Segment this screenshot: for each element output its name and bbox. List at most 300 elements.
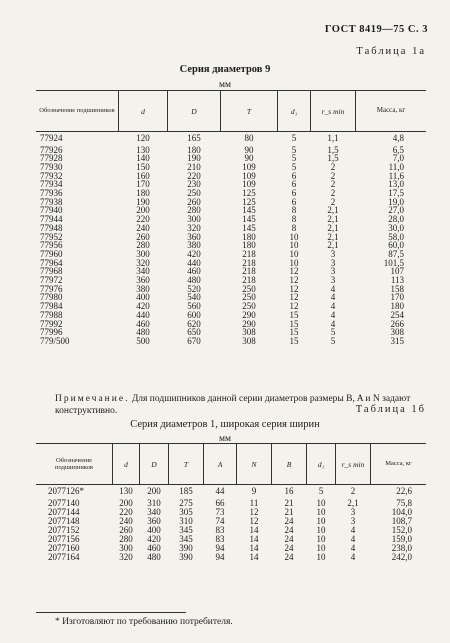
table-row <box>36 189 426 198</box>
cell: 10 <box>316 533 326 544</box>
cell: 15 <box>289 327 299 338</box>
cell: 308 <box>242 335 256 346</box>
cell: 250 <box>187 188 201 199</box>
cell: 12 <box>289 292 299 303</box>
table-row <box>36 154 426 163</box>
cell: 109 <box>242 161 256 172</box>
cell: 17,5 <box>388 188 404 199</box>
cell: 240 <box>119 515 133 526</box>
note1-text: Для подшипников данной серии диаметров размеры B, A и N задают конструктивно. <box>55 394 411 416</box>
cell: 5 <box>291 133 297 144</box>
cell: 560 <box>187 301 201 312</box>
table-row <box>36 233 426 242</box>
cell: 420 <box>147 533 161 544</box>
cell: 390 <box>179 551 193 562</box>
table-row <box>36 259 426 268</box>
cell: 670 <box>187 335 201 346</box>
table-row <box>36 241 426 250</box>
cell: 113 <box>390 275 404 286</box>
cell: 5 <box>330 327 336 338</box>
cell: 159,0 <box>391 533 412 544</box>
cell: 15 <box>289 318 299 329</box>
cell: 2,1 <box>327 205 339 216</box>
table-row <box>36 526 426 535</box>
cell: 220 <box>136 214 150 225</box>
cell: 2,1 <box>327 231 339 242</box>
cell: 360 <box>147 515 161 526</box>
cell: 200 <box>119 497 133 508</box>
cell: 73 <box>215 506 225 517</box>
cell: 220 <box>187 170 201 181</box>
cell: 12 <box>289 275 299 286</box>
cell: 80 <box>244 133 254 144</box>
cell: 266 <box>390 318 404 329</box>
cell: 185 <box>179 486 193 497</box>
cell: 540 <box>187 292 201 303</box>
cell: 21 <box>284 506 294 517</box>
cell: 2 <box>330 196 336 207</box>
table-row <box>36 132 426 146</box>
row-designation: 77968 <box>40 266 63 277</box>
table-row <box>36 320 426 329</box>
cell: 3 <box>330 257 336 268</box>
cell: 2 <box>350 486 356 497</box>
cell: 400 <box>136 292 150 303</box>
row-designation: 2077126* <box>48 486 84 497</box>
cell: 8 <box>291 214 297 225</box>
cell: 5 <box>291 161 297 172</box>
cell: 109 <box>242 170 256 181</box>
cell: 308 <box>390 327 404 338</box>
cell: 3 <box>330 266 336 277</box>
col-mass: Масса, кг <box>356 91 427 132</box>
row-designation: 2077144 <box>48 506 80 517</box>
cell: 1,5 <box>327 153 339 164</box>
row-designation: 2077140 <box>48 497 80 508</box>
cell: 15 <box>289 309 299 320</box>
cell: 310 <box>147 497 161 508</box>
cell: 200 <box>147 486 161 497</box>
cell: 165 <box>187 133 201 144</box>
table-row <box>36 267 426 276</box>
cell: 2 <box>330 170 336 181</box>
cell: 19,0 <box>388 196 404 207</box>
table1-header-row <box>36 91 426 132</box>
cell: 290 <box>242 309 256 320</box>
cell: 109 <box>242 179 256 190</box>
cell: 238,0 <box>391 542 412 553</box>
cell: 4 <box>330 292 336 303</box>
table2-body <box>36 485 426 562</box>
cell: 300 <box>119 542 133 553</box>
cell: 5 <box>318 486 324 497</box>
cell: 6 <box>291 179 297 190</box>
footnote: * Изготовляют по требованию потребителя. <box>55 617 233 627</box>
cell: 340 <box>136 266 150 277</box>
cell: 254 <box>390 309 404 320</box>
cell: 130 <box>136 144 150 155</box>
cell: 8 <box>291 205 297 216</box>
table-row <box>36 311 426 320</box>
row-designation: 77976 <box>40 283 63 294</box>
cell: 13,0 <box>388 179 404 190</box>
cell: 145 <box>242 214 256 225</box>
cell: 320 <box>136 257 150 268</box>
row-designation: 77988 <box>40 309 63 320</box>
cell: 280 <box>119 533 133 544</box>
row-designation: 2077148 <box>48 515 80 526</box>
cell: 4 <box>350 524 356 535</box>
cell: 140 <box>136 153 150 164</box>
col2-designation: Обозначение подшипников <box>36 444 113 485</box>
row-designation: 77928 <box>40 153 63 164</box>
row-designation: 77936 <box>40 188 63 199</box>
table-row <box>36 337 426 346</box>
cell: 145 <box>242 222 256 233</box>
table1 <box>36 90 426 346</box>
cell: 380 <box>136 283 150 294</box>
cell: 480 <box>147 551 161 562</box>
table-row <box>36 544 426 553</box>
cell: 480 <box>187 275 201 286</box>
cell: 218 <box>242 275 256 286</box>
row-designation: 77960 <box>40 248 63 259</box>
col2-B: B <box>272 444 307 485</box>
cell: 10 <box>289 257 299 268</box>
cell: 74 <box>215 515 225 526</box>
row-designation: 77926 <box>40 144 63 155</box>
col2-rs-min: r_s min <box>336 444 371 485</box>
cell: 10 <box>316 506 326 517</box>
cell: 10 <box>316 515 326 526</box>
table2-header-row <box>36 444 426 485</box>
cell: 220 <box>119 506 133 517</box>
cell: 280 <box>187 205 201 216</box>
cell: 180 <box>242 240 256 251</box>
cell: 300 <box>136 248 150 259</box>
cell: 600 <box>187 309 201 320</box>
cell: 24 <box>284 515 294 526</box>
row-designation: 77956 <box>40 240 63 251</box>
row-designation: 77932 <box>40 170 63 181</box>
cell: 2 <box>330 161 336 172</box>
cell: 101,5 <box>383 257 404 268</box>
cell: 2,1 <box>347 497 359 508</box>
cell: 320 <box>187 222 201 233</box>
cell: 16 <box>284 486 294 497</box>
col2-A: A <box>204 444 237 485</box>
cell: 4 <box>330 309 336 320</box>
cell: 27,0 <box>388 205 404 216</box>
row-designation: 77984 <box>40 301 63 312</box>
cell: 83 <box>215 524 225 535</box>
cell: 360 <box>187 231 201 242</box>
cell: 150 <box>136 161 150 172</box>
cell: 14 <box>249 533 259 544</box>
cell: 10 <box>316 551 326 562</box>
cell: 12 <box>289 266 299 277</box>
col-designation: Обозначение подшипников <box>36 91 119 132</box>
cell: 4 <box>350 533 356 544</box>
table2-unit: мм <box>218 434 232 444</box>
cell: 5 <box>330 335 336 346</box>
cell: 4 <box>330 318 336 329</box>
table-row <box>36 163 426 172</box>
cell: 22,6 <box>396 486 412 497</box>
cell: 420 <box>187 248 201 259</box>
row-designation: 77930 <box>40 161 63 172</box>
cell: 10 <box>289 248 299 259</box>
cell: 460 <box>187 266 201 277</box>
cell: 94 <box>215 551 225 562</box>
cell: 2,1 <box>327 240 339 251</box>
cell: 400 <box>147 524 161 535</box>
cell: 4 <box>350 551 356 562</box>
cell: 44 <box>215 486 225 497</box>
col-d1: d₁ <box>278 91 311 132</box>
table1-body <box>36 132 426 346</box>
table-row <box>36 485 426 499</box>
cell: 180 <box>242 231 256 242</box>
cell: 1,1 <box>327 133 339 144</box>
cell: 290 <box>242 318 256 329</box>
cell: 28,0 <box>388 214 404 225</box>
table-row <box>36 535 426 544</box>
cell: 308 <box>242 327 256 338</box>
table-row <box>36 302 426 311</box>
col2-d: d <box>113 444 140 485</box>
row-designation: 77964 <box>40 257 63 268</box>
cell: 58,0 <box>388 231 404 242</box>
cell: 345 <box>179 533 193 544</box>
cell: 12 <box>249 506 259 517</box>
col-d: d <box>119 91 168 132</box>
cell: 190 <box>136 196 150 207</box>
table-row <box>36 250 426 259</box>
cell: 275 <box>179 497 193 508</box>
cell: 104,0 <box>391 506 412 517</box>
cell: 4 <box>350 542 356 553</box>
table-row <box>36 553 426 562</box>
table-row <box>36 180 426 189</box>
row-designation: 77980 <box>40 292 63 303</box>
table-row <box>36 517 426 526</box>
cell: 5 <box>291 153 297 164</box>
cell: 90 <box>244 153 254 164</box>
table1-subtitle: Серия диаметров 9 <box>179 64 271 75</box>
cell: 14 <box>249 524 259 535</box>
cell: 7,0 <box>392 153 404 164</box>
table-row <box>36 146 426 155</box>
cell: 260 <box>119 524 133 535</box>
cell: 24 <box>284 551 294 562</box>
cell: 440 <box>187 257 201 268</box>
cell: 120 <box>136 133 150 144</box>
cell: 2 <box>330 188 336 199</box>
cell: 2,1 <box>327 214 339 225</box>
table2-subtitle: Серия диаметров 1, широкая серия ширин <box>130 419 320 430</box>
table1-unit: мм <box>218 80 232 90</box>
table2-title: Таблица 1б <box>355 404 426 415</box>
table-row <box>36 276 426 285</box>
cell: 10 <box>316 497 326 508</box>
cell: 320 <box>119 551 133 562</box>
cell: 10 <box>316 524 326 535</box>
cell: 83 <box>215 533 225 544</box>
row-designation: 77972 <box>40 275 63 286</box>
cell: 180 <box>187 144 201 155</box>
cell: 210 <box>187 161 201 172</box>
row-designation: 2077160 <box>48 542 80 553</box>
col2-D: D <box>140 444 169 485</box>
row-designation: 779/500 <box>40 335 70 346</box>
table-row <box>36 285 426 294</box>
page-header: ГОСТ 8419—75 С. 3 <box>324 24 428 35</box>
cell: 650 <box>187 327 201 338</box>
cell: 125 <box>242 188 256 199</box>
cell: 390 <box>179 542 193 553</box>
cell: 250 <box>242 292 256 303</box>
col2-d1: d₁ <box>307 444 336 485</box>
cell: 6,5 <box>392 144 404 155</box>
cell: 315 <box>390 335 404 346</box>
row-designation: 2077156 <box>48 533 80 544</box>
col2-T: T <box>169 444 204 485</box>
cell: 21 <box>284 497 294 508</box>
cell: 2,1 <box>327 222 339 233</box>
cell: 9 <box>251 486 257 497</box>
cell: 12 <box>289 283 299 294</box>
cell: 340 <box>147 506 161 517</box>
cell: 10 <box>316 542 326 553</box>
cell: 30,0 <box>388 222 404 233</box>
cell: 10 <box>289 240 299 251</box>
cell: 125 <box>242 196 256 207</box>
cell: 180 <box>136 188 150 199</box>
cell: 107 <box>390 266 404 277</box>
cell: 500 <box>136 335 150 346</box>
table-row <box>36 172 426 181</box>
cell: 5 <box>291 144 297 155</box>
cell: 3 <box>330 275 336 286</box>
row-designation: 2077164 <box>48 551 80 562</box>
cell: 260 <box>136 231 150 242</box>
footnote-rule <box>36 612 186 613</box>
cell: 218 <box>242 248 256 259</box>
cell: 3 <box>350 515 356 526</box>
cell: 240 <box>136 222 150 233</box>
cell: 218 <box>242 257 256 268</box>
row-designation: 77992 <box>40 318 63 329</box>
col2-N: N <box>237 444 272 485</box>
cell: 218 <box>242 266 256 277</box>
table-row <box>36 198 426 207</box>
cell: 145 <box>242 205 256 216</box>
cell: 15 <box>289 335 299 346</box>
col2-mass: Масса, кг <box>371 444 427 485</box>
cell: 170 <box>390 292 404 303</box>
cell: 230 <box>187 179 201 190</box>
cell: 180 <box>390 301 404 312</box>
col-T: T <box>221 91 278 132</box>
cell: 242,0 <box>391 551 412 562</box>
table-row <box>36 499 426 508</box>
cell: 1,5 <box>327 144 339 155</box>
cell: 10 <box>289 231 299 242</box>
cell: 75,8 <box>396 497 412 508</box>
cell: 6 <box>291 196 297 207</box>
row-designation: 77948 <box>40 222 63 233</box>
cell: 11,0 <box>388 161 404 172</box>
cell: 345 <box>179 524 193 535</box>
table2 <box>36 443 426 562</box>
cell: 12 <box>289 301 299 312</box>
cell: 460 <box>136 318 150 329</box>
cell: 4 <box>330 301 336 312</box>
cell: 190 <box>187 153 201 164</box>
row-designation: 77940 <box>40 205 63 216</box>
row-designation: 77996 <box>40 327 63 338</box>
row-designation: 77944 <box>40 214 63 225</box>
cell: 60,0 <box>388 240 404 251</box>
cell: 130 <box>119 486 133 497</box>
cell: 520 <box>187 283 201 294</box>
cell: 24 <box>284 524 294 535</box>
row-designation: 77938 <box>40 196 63 207</box>
cell: 90 <box>244 144 254 155</box>
cell: 158 <box>390 283 404 294</box>
table-row <box>36 224 426 233</box>
cell: 4 <box>330 283 336 294</box>
note1-label: Примечание. <box>55 394 130 404</box>
table-row <box>36 215 426 224</box>
cell: 24 <box>284 533 294 544</box>
cell: 160 <box>136 170 150 181</box>
cell: 200 <box>136 205 150 216</box>
cell: 4,8 <box>392 133 404 144</box>
cell: 14 <box>249 551 259 562</box>
table1-title: Таблица 1а <box>356 46 426 57</box>
cell: 420 <box>136 301 150 312</box>
cell: 170 <box>136 179 150 190</box>
cell: 2 <box>330 179 336 190</box>
table-row <box>36 293 426 302</box>
cell: 8 <box>291 222 297 233</box>
table-row <box>36 508 426 517</box>
cell: 12 <box>249 515 259 526</box>
cell: 480 <box>136 327 150 338</box>
cell: 460 <box>147 542 161 553</box>
cell: 14 <box>249 542 259 553</box>
cell: 310 <box>179 515 193 526</box>
cell: 305 <box>179 506 193 517</box>
cell: 24 <box>284 542 294 553</box>
row-designation: 77952 <box>40 231 63 242</box>
cell: 87,5 <box>388 248 404 259</box>
cell: 11,6 <box>388 170 404 181</box>
cell: 94 <box>215 542 225 553</box>
cell: 66 <box>215 497 225 508</box>
cell: 620 <box>187 318 201 329</box>
col-rs-min: r_s min <box>311 91 356 132</box>
cell: 380 <box>187 240 201 251</box>
cell: 11 <box>249 497 259 508</box>
col-D: D <box>168 91 221 132</box>
row-designation: 77924 <box>40 133 63 144</box>
cell: 250 <box>242 301 256 312</box>
cell: 3 <box>350 506 356 517</box>
cell: 108,7 <box>391 515 412 526</box>
